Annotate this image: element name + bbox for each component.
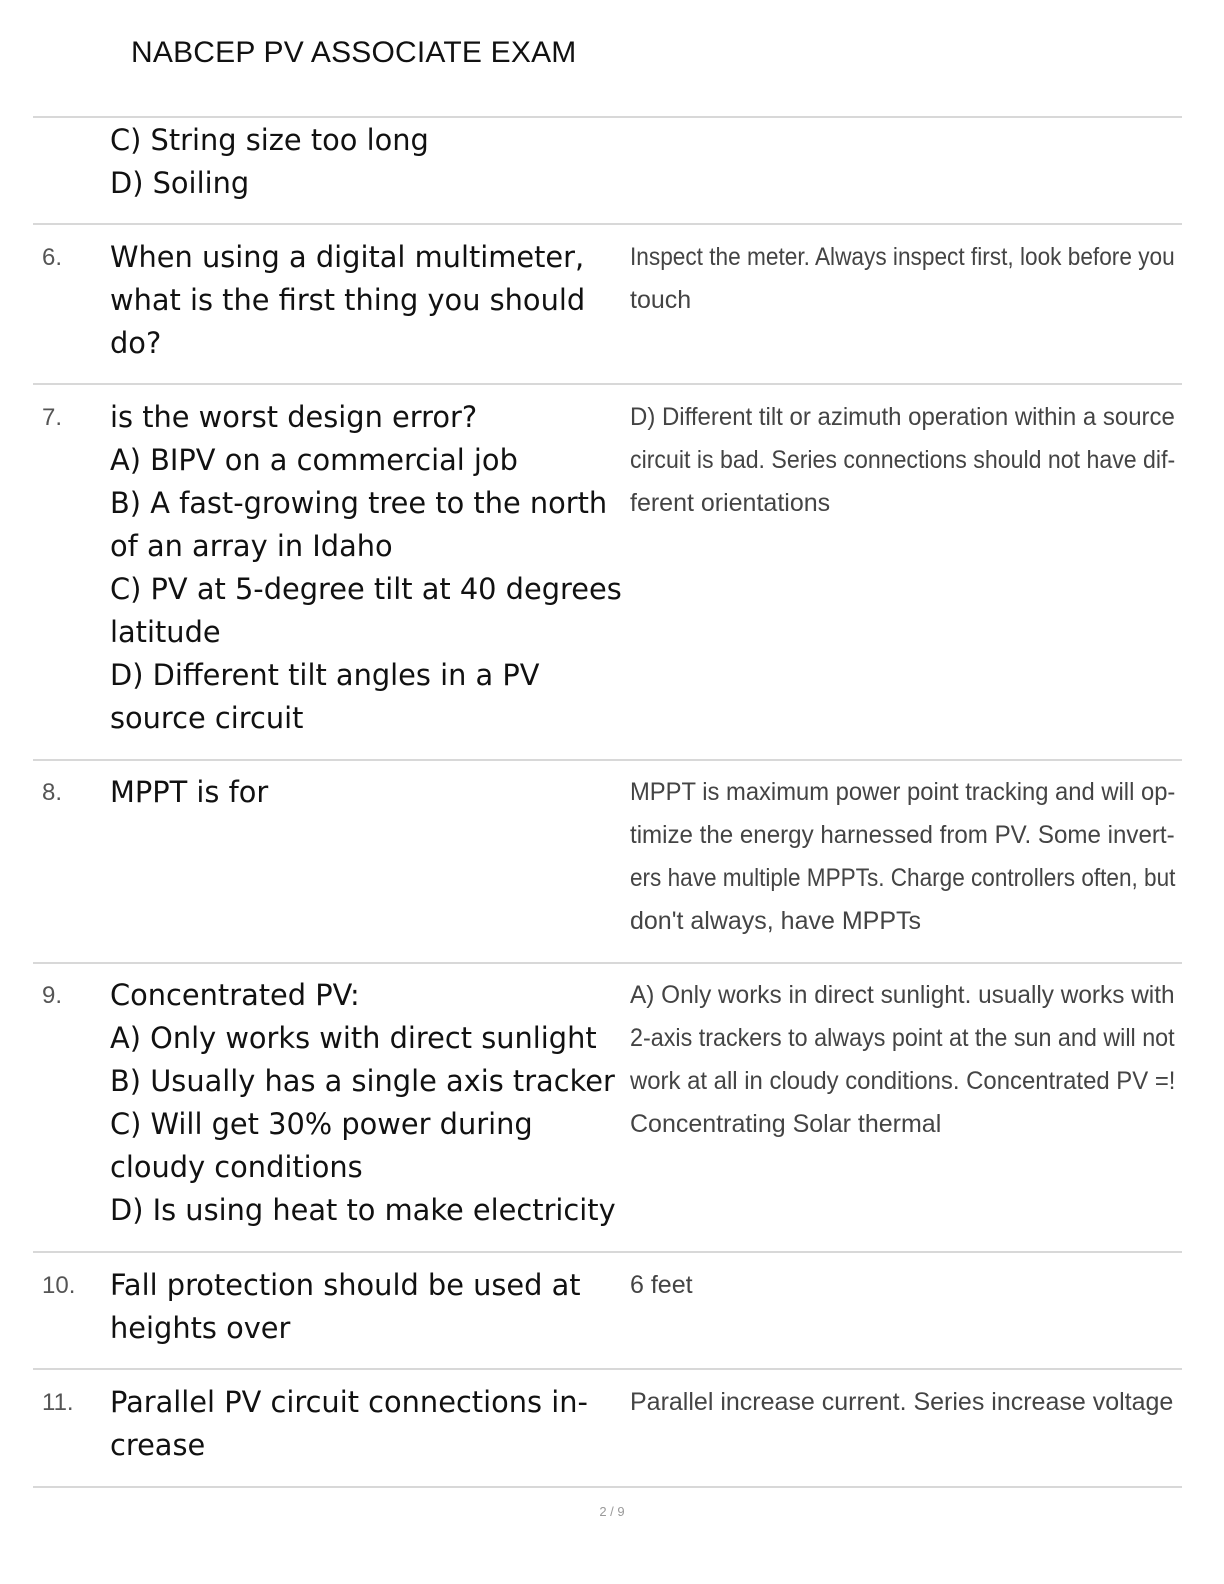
divider — [33, 1486, 1182, 1488]
answer-text — [630, 236, 1175, 322]
question-line: B) A fast-growing tree to the north — [110, 486, 608, 520]
answer-line: touch — [630, 286, 692, 314]
question-line: of an array in Idaho — [110, 529, 393, 563]
question-line: C) PV at 5-degree tilt at 40 degrees — [110, 572, 622, 606]
question-text — [110, 119, 625, 205]
question-line: is the worst design error? — [110, 400, 478, 434]
answer-line: 2-axis trackers to always point at the sun and will not — [630, 1024, 1175, 1052]
divider — [33, 962, 1182, 964]
question-number: 10. — [42, 1272, 76, 1299]
divider — [33, 1368, 1182, 1370]
answer-line: work at all in cloudy conditions. Concentrated PV =! — [630, 1067, 1176, 1095]
question-line: cloudy conditions — [110, 1150, 363, 1184]
page-title: NABCEP PV ASSOCIATE EXAM — [131, 36, 577, 69]
answer-line: timize the energy harnessed from PV. Some invert- — [630, 821, 1175, 849]
question-text — [110, 1381, 625, 1467]
question-text — [110, 974, 625, 1232]
divider — [33, 116, 1182, 118]
question-line: A) Only works with direct sunlight — [110, 1021, 597, 1055]
question-line: D) Different tilt angles in a PV — [110, 658, 540, 692]
answer-line: don't always, have MPPTs — [630, 907, 922, 935]
question-number: 11. — [42, 1389, 74, 1416]
answer-line: Parallel increase current. Series increase voltage — [630, 1388, 1174, 1416]
answer-text — [630, 396, 1176, 525]
answer-line: A) Only works in direct sunlight. usually works with — [630, 981, 1175, 1009]
question-number: 7. — [42, 404, 63, 431]
answer-line: 6 feet — [630, 1271, 693, 1299]
answer-text — [630, 1264, 1170, 1307]
question-line: C) String size too long — [110, 123, 429, 157]
divider — [33, 223, 1182, 225]
answer-line: circuit is bad. Series connections should not have dif- — [630, 446, 1176, 474]
question-line: Fall protection should be used at — [110, 1268, 581, 1302]
question-line: MPPT is for — [110, 775, 269, 809]
answer-text — [630, 1381, 1174, 1424]
answer-text — [630, 974, 1176, 1146]
question-line: A) BIPV on a commercial job — [110, 443, 518, 477]
question-line: what is the first thing you should — [110, 283, 586, 317]
divider — [33, 383, 1182, 385]
question-line: When using a digital multimeter, — [110, 240, 585, 274]
question-text — [110, 1264, 625, 1350]
question-text — [110, 396, 625, 740]
question-number: 9. — [42, 982, 63, 1009]
question-text — [110, 236, 625, 365]
page-number: 2 / 9 — [599, 1504, 625, 1519]
answer-text — [630, 771, 1176, 943]
question-line: Concentrated PV: — [110, 978, 360, 1012]
question-line: C) Will get 30% power during — [110, 1107, 533, 1141]
question-number: 8. — [42, 779, 63, 806]
answer-line: ers have multiple MPPTs. Charge controllers often, but — [630, 864, 1176, 892]
divider — [33, 759, 1182, 761]
question-line: source circuit — [110, 701, 304, 735]
divider — [33, 1251, 1182, 1253]
answer-line: Inspect the meter. Always inspect first, look before you — [630, 243, 1175, 271]
question-line: crease — [110, 1428, 206, 1462]
question-line: heights over — [110, 1311, 291, 1345]
answer-line: Concentrating Solar thermal — [630, 1110, 942, 1138]
question-number: 6. — [42, 244, 63, 271]
question-line: D) Soiling — [110, 166, 250, 200]
question-line: Parallel PV circuit connections in- — [110, 1385, 588, 1419]
answer-line: D) Different tilt or azimuth operation within a source — [630, 403, 1175, 431]
question-text — [110, 771, 625, 814]
question-line: D) Is using heat to make electricity — [110, 1193, 616, 1227]
question-line: do? — [110, 326, 162, 360]
question-line: latitude — [110, 615, 221, 649]
question-line: B) Usually has a single axis tracker — [110, 1064, 615, 1098]
answer-line: MPPT is maximum power point tracking and will op- — [630, 778, 1176, 806]
answer-line: ferent orientations — [630, 489, 831, 517]
